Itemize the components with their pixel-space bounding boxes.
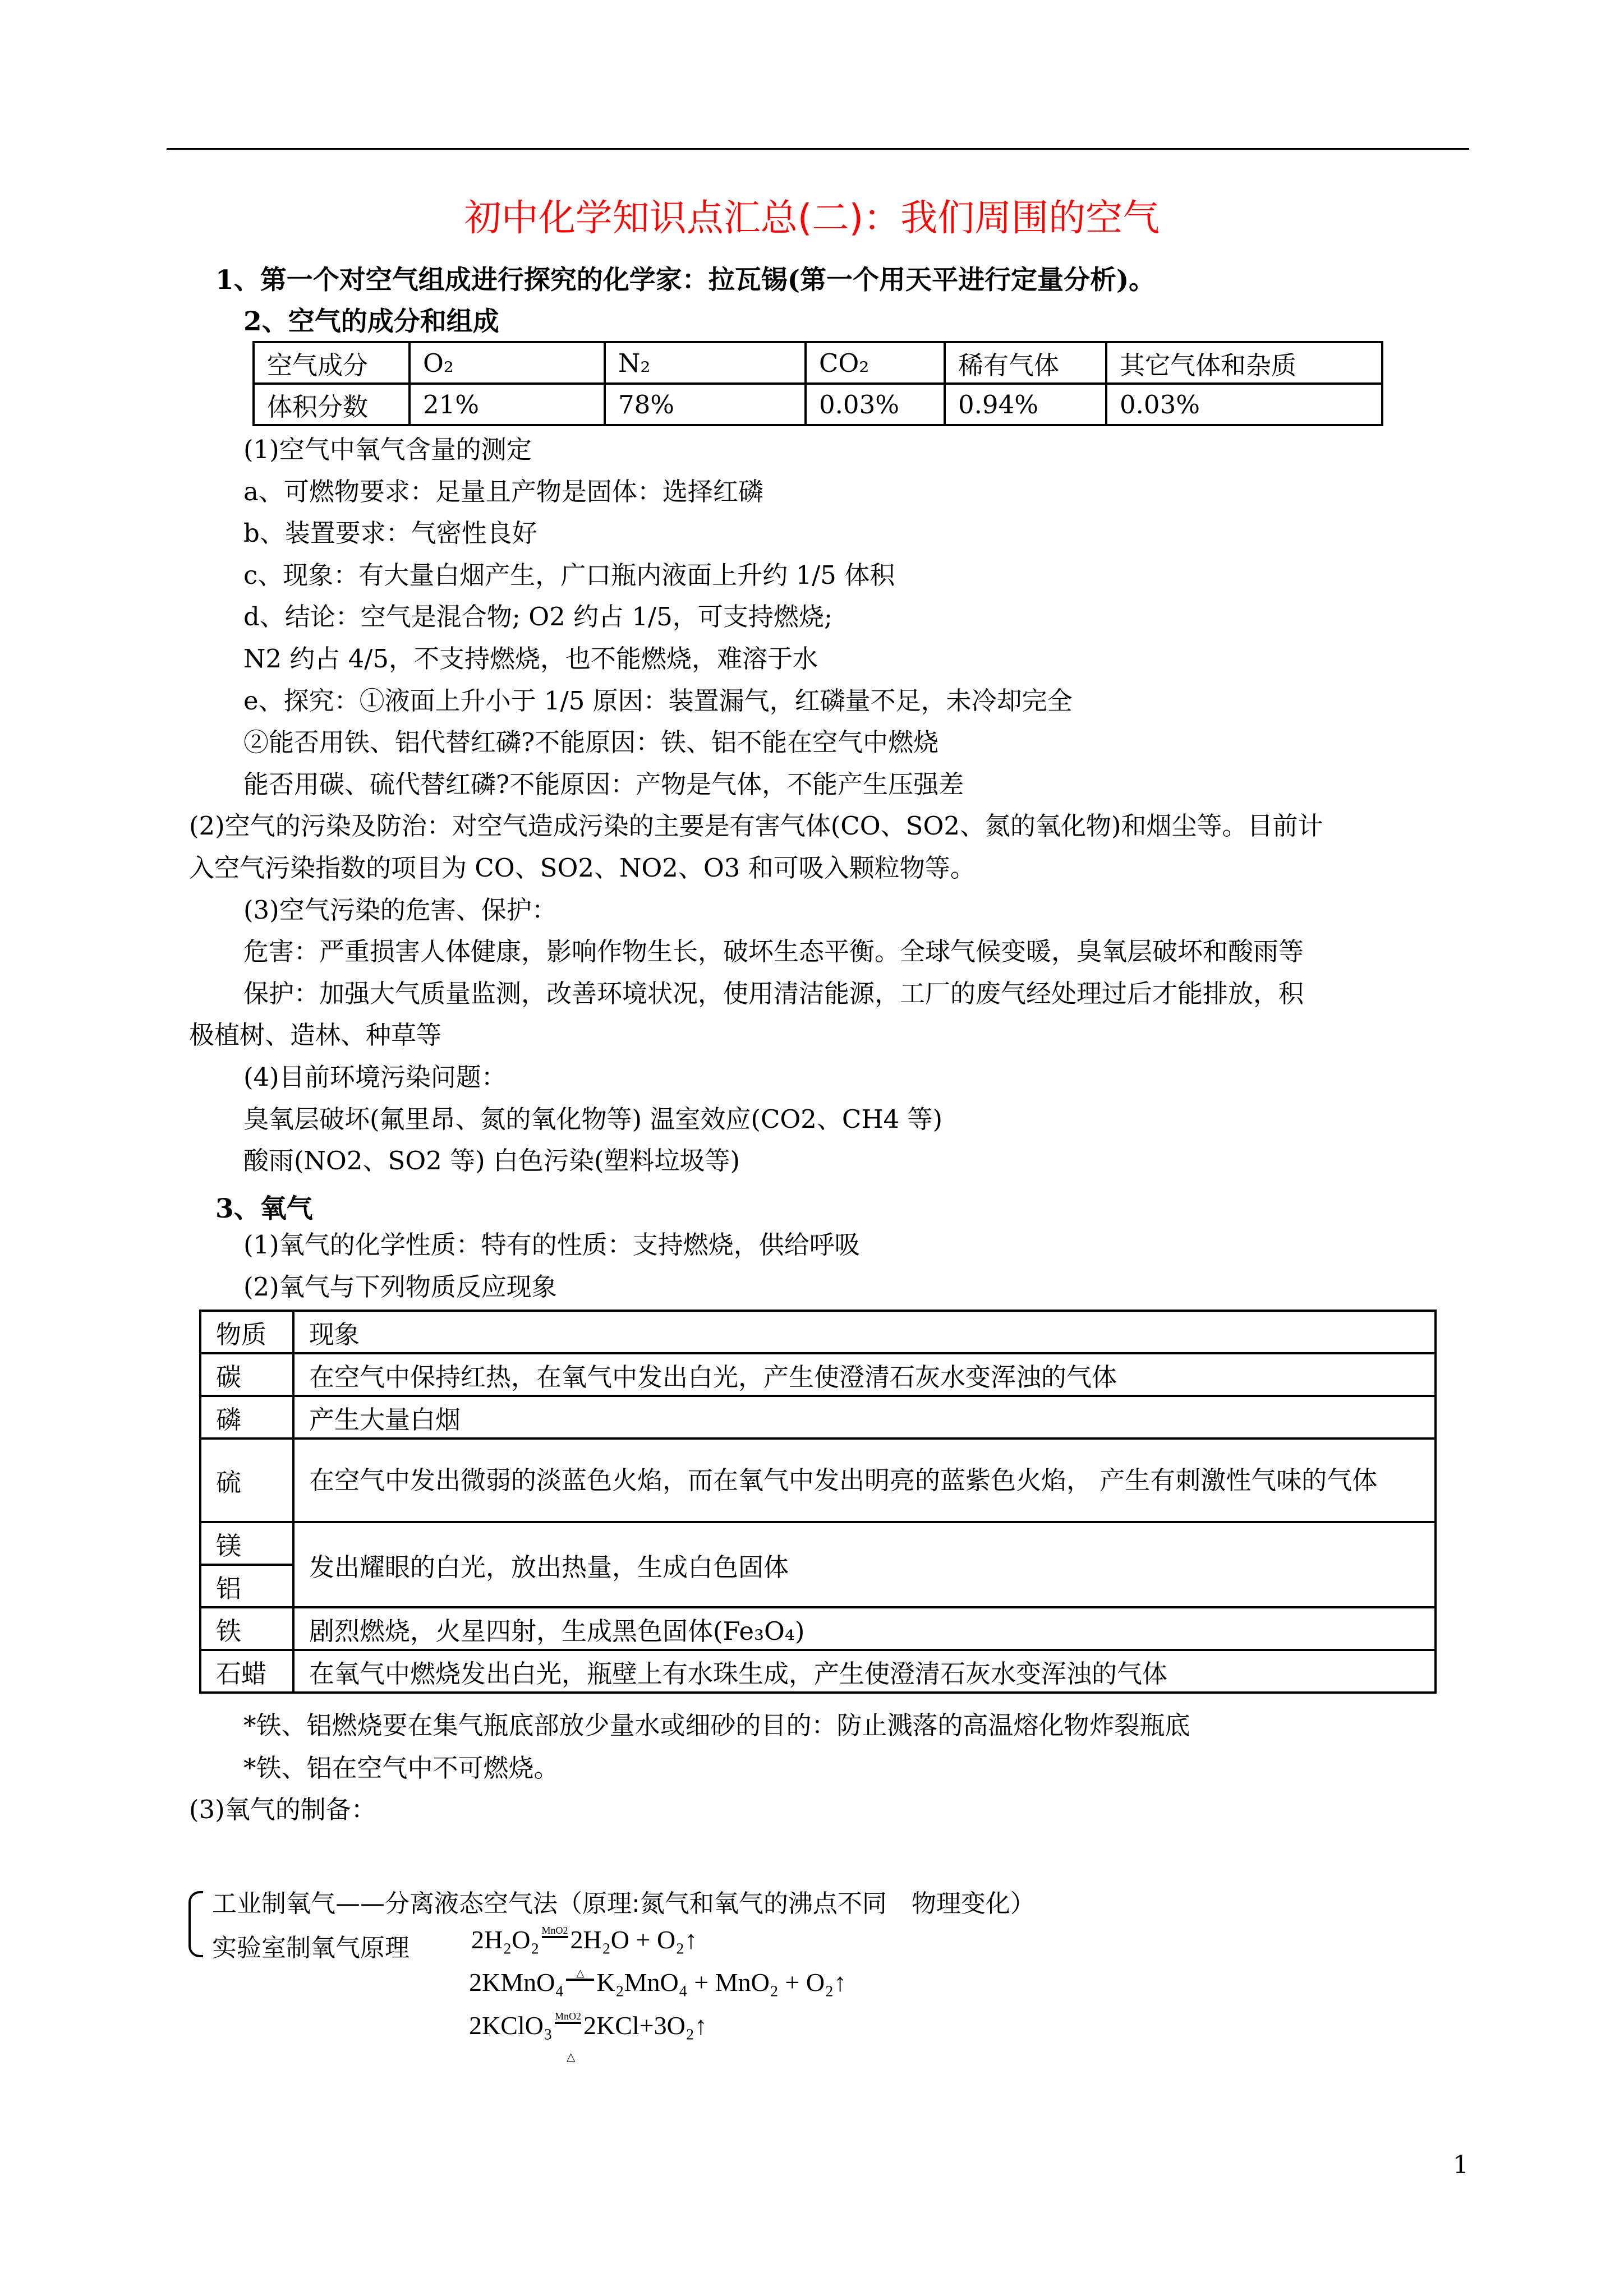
brace xyxy=(188,1891,203,1957)
paragraph: (3)氧气的制备： xyxy=(189,1795,376,1824)
condition: MnO2 xyxy=(542,1925,568,1938)
air-composition-table xyxy=(252,341,1383,426)
table-row xyxy=(200,1353,1436,1396)
note: *铁、铝在空气中不可燃烧。 xyxy=(243,1753,559,1783)
text-line: 臭氧层破坏(氟里昂、氮的氧化物等) 温室效应(CO2、CH4 等) xyxy=(243,1104,943,1134)
table-cell: 稀有气体 xyxy=(945,342,1106,384)
reactant: 2KMnO₄ xyxy=(469,1968,564,1997)
table-cell: 磷 xyxy=(200,1396,293,1439)
text-line: b、装置要求：气密性良好 xyxy=(243,518,537,548)
table-cell: 碳 xyxy=(200,1353,293,1396)
equation-h2o2 xyxy=(471,1925,697,1954)
table-cell: N₂ xyxy=(605,342,806,384)
text-line: 酸雨(NO2、SO2 等) 白色污染(塑料垃圾等) xyxy=(243,1146,740,1176)
text-line: e、探究：①液面上升小于 1/5 原因：装置漏气，红磷量不足，未冷却完全 xyxy=(243,685,1073,716)
text-line: (2)空气的污染及防治：对空气造成污染的主要是有害气体(CO、SO2、氮的氧化物)和烟尘等。目前计 xyxy=(189,811,1323,841)
industrial-method: 工业制氧气——分离液态空气法（原理:氮气和氧气的沸点不同 物理变化） xyxy=(212,1889,1035,1918)
text-line: (4)目前环境污染问题： xyxy=(243,1062,507,1092)
condition: MnO2 xyxy=(555,2011,581,2024)
text-line: a、可燃物要求：足量且产物是固体：选择红磷 xyxy=(243,476,763,506)
section-2: 2、空气的成分和组成 xyxy=(243,306,499,337)
table-row xyxy=(200,1522,1436,1565)
page-title: 初中化学知识点汇总(二)：我们周围的空气 xyxy=(464,196,1160,239)
table-cell: 物质 xyxy=(200,1311,293,1353)
paragraph: (2)氧气与下列物质反应现象 xyxy=(243,1272,557,1302)
equation-kclo3 xyxy=(469,2011,707,2040)
table-cell: 发出耀眼的白光，放出热量，生成白色固体 xyxy=(293,1522,1436,1607)
condition: △ xyxy=(566,1967,594,1981)
text-line: c、现象：有大量白烟产生，广口瓶内液面上升约 1/5 体积 xyxy=(243,560,895,590)
table-row xyxy=(254,342,1382,384)
table-cell: 在氧气中燃烧发出白光，瓶壁上有水珠生成，产生使澄清石灰水变浑浊的气体 xyxy=(293,1650,1436,1693)
table-row xyxy=(200,1607,1436,1650)
table-cell: 0.94% xyxy=(945,384,1106,425)
paragraph: (1)氧气的化学性质：特有的性质：支持燃烧，供给呼吸 xyxy=(243,1230,860,1260)
table-cell: 镁 xyxy=(200,1522,293,1565)
table-row xyxy=(200,1311,1436,1353)
text-line: 危害：严重损害人体健康，影响作物生长，破坏生态平衡。全球气候变暖，臭氧层破坏和酸雨等 xyxy=(243,937,1304,967)
text-line: 能否用碳、硫代替红磷?不能原因：产物是气体，不能产生压强差 xyxy=(243,769,964,799)
table-cell: 铝 xyxy=(200,1565,293,1607)
section-1: 1、第一个对空气组成进行探究的化学家：拉瓦锡(第一个用天平进行定量分析)。 xyxy=(215,265,1156,296)
table-cell: CO₂ xyxy=(806,342,945,384)
text-line: (3)空气污染的危害、保护： xyxy=(243,895,557,925)
reactant: 2H₂O₂ xyxy=(471,1925,540,1954)
table-row xyxy=(254,384,1382,425)
table-cell: 硫 xyxy=(200,1439,293,1522)
table-cell: 产生大量白烟 xyxy=(293,1396,1436,1439)
oxygen-reaction-table xyxy=(199,1310,1437,1694)
table-row xyxy=(200,1396,1436,1439)
table-cell: 在空气中发出微弱的淡蓝色火焰，而在氧气中发出明亮的蓝紫色火焰， 产生有刺激性气味的气体 xyxy=(293,1439,1436,1522)
table-cell: 在空气中保持红热，在氧气中发出白光，产生使澄清石灰水变浑浊的气体 xyxy=(293,1353,1436,1396)
table-cell: 0.03% xyxy=(806,384,945,425)
heat-symbol: △ xyxy=(567,2050,576,2063)
product: K₂MnO₄ + MnO₂ + O₂↑ xyxy=(596,1968,847,1997)
table-row xyxy=(200,1650,1436,1693)
table-cell: 体积分数 xyxy=(254,384,410,425)
table-cell: 空气成分 xyxy=(254,342,410,384)
product: 2H₂O + O₂↑ xyxy=(570,1925,698,1954)
table-cell: 其它气体和杂质 xyxy=(1106,342,1382,384)
table-cell: 铁 xyxy=(200,1607,293,1650)
table-cell: 21% xyxy=(410,384,605,425)
product: 2KCl+3O₂↑ xyxy=(583,2011,707,2040)
text-line: N2 约占 4/5，不支持燃烧，也不能燃烧，难溶于水 xyxy=(243,644,818,674)
table-cell: 石蜡 xyxy=(200,1650,293,1693)
text-line: 保护：加强大气质量监测，改善环境状况，使用清洁能源，工厂的废气经处理过后才能排放，积 xyxy=(243,978,1304,1008)
table-cell: O₂ xyxy=(410,342,605,384)
section-3: 3、氧气 xyxy=(215,1193,313,1224)
lab-method-label: 实验室制氧气原理 xyxy=(212,1934,410,1962)
text-line: (1)空气中氧气含量的测定 xyxy=(243,435,532,464)
text-line: 极植树、造林、种草等 xyxy=(189,1020,442,1050)
header-rule xyxy=(167,148,1469,150)
text-line: 入空气污染指数的项目为 CO、SO2、NO2、O3 和可吸入颗粒物等。 xyxy=(189,853,976,883)
table-row xyxy=(200,1439,1436,1522)
equation-kmno4 xyxy=(469,1967,846,1997)
table-cell: 0.03% xyxy=(1106,384,1382,425)
table-cell: 现象 xyxy=(293,1311,1436,1353)
note: *铁、铝燃烧要在集气瓶底部放少量水或细砂的目的：防止溅落的高温熔化物炸裂瓶底 xyxy=(243,1711,1190,1740)
text-line: ②能否用铁、铝代替红磷?不能原因：铁、铝不能在空气中燃烧 xyxy=(243,727,939,758)
reactant: 2KClO₃ xyxy=(469,2011,553,2040)
table-cell: 剧烈燃烧，火星四射，生成黑色固体(Fe₃O₄) xyxy=(293,1607,1436,1650)
table-cell: 78% xyxy=(605,384,806,425)
text-line: d、结论：空气是混合物; O2 约占 1/5，可支持燃烧; xyxy=(243,602,832,632)
page-number: 1 xyxy=(1453,2151,1469,2179)
